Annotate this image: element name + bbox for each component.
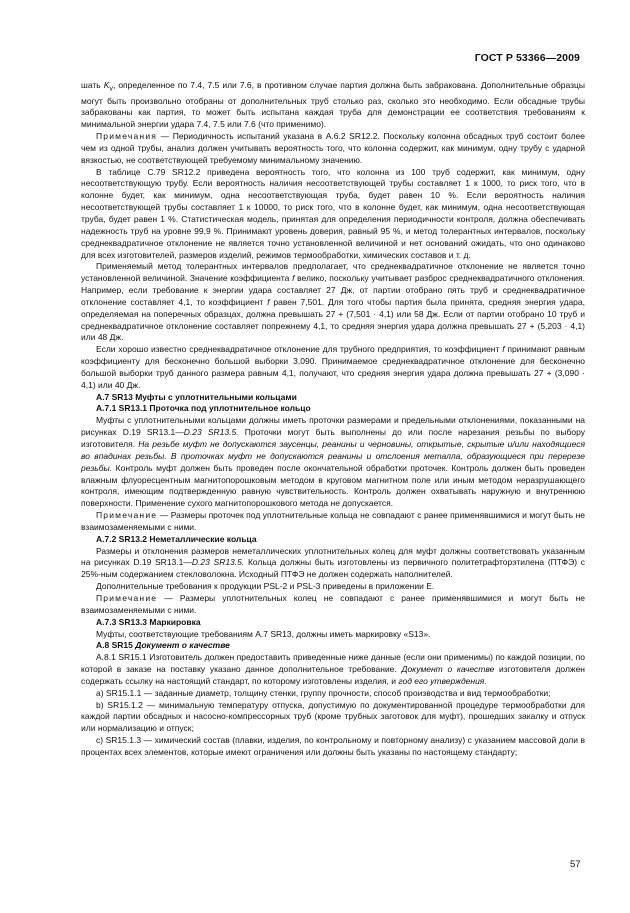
- paragraph: шать $K_v$, определенное по 7.4, 7.5 или 7.6, в противном случае партия должна быть забракована. Дополнительные образцы могут быть произвольно отобраны от дополнительных труб столько раз, сколько это необходимо. Если обсадные трубы забракованы как партия, то может быть испытана каждая труба для демонстрации ее соответствия требованиям к минимальной энергии удара 7.4, 7.5 или 7.6 (что применимо).: [81, 80, 585, 130]
- paragraph: Если хорошо известно среднеквадратичное отклонение для трубного предприятия, то коэффициент f принимают равным коэффициенту для бесконечно большой выборки 3,090. Принимаемое среднеквадратичное отклонение для бесконечно большой выборки труб данного размера равным 4,1, получают, что средняя энергия удара должна превышать 27 + (3,090 · 4,1) или 40 Дж.: [81, 344, 586, 390]
- paragraph: Примечание — Размеры уплотнительных колец не совпадают с ранее применявшимися и могут быть не взаимозаменяемыми с ними.: [81, 592, 585, 615]
- paragraph: Применяемый метод толерантных интервалов предполагает, что среднеквадратичное отклонение не является точно установленной величиной. Значение коэффициента f велико, поскольку учитывает разброс среднеквадратичного отклонения. Например, если требование к энергии удара составляет 27 Дж, от партии отобрано пять труб и среднеквадратичное отклонение составляет 4,1, то коэффициент f равен 7,501. Для того чтобы партия была принята, средняя энергия удара, определяемая на поперечных образцах, должна превышать 27 + (7,501 · 4,1) или 58 Дж. Если от партии отобрано 10 труб и среднеквадратичное отклонение составляет попрежнему 4,1, то средняя энергия удара должна превышать 27 + (5,203 · 4,1) или 48 Дж.: [81, 261, 586, 343]
- section-heading: А.7 SR13 Муфты с уплотнительными кольцами: [96, 391, 297, 402]
- paragraph: Размеры и отклонения размеров неметаллических уплотнительных колец для муфт должны соответствовать указанным на рисунках D.19 SR13.1—D.23 SR13.5. Кольца должны быть изготовлены из первичного политетрафторэтилена (ПТФЭ) с 25%-ным содержанием стекловолокна. Исходный ПТФЭ не должен содержать наполнителей.: [81, 545, 586, 580]
- document-header: ГОСТ Р 53366—2009: [474, 52, 580, 64]
- paragraph: Примечания — Периодичность испытаний указана в А.6.2 SR12.2. Поскольку колонна обсадных труб состоит более чем из одной трубы, анализ должен учитывать вероятность того, что колонна содержит, как минимум, одну трубу с ударной вязкостью, не соответствующей требуемому минимальному значению.: [81, 131, 585, 165]
- paragraph: А.8.1 SR15.1 Изготовитель должен предоставить приведенные ниже данные (если они применимы) по каждой позиции, по которой в заказе на поставку указано данное дополнительное требование. Документ о качестве изготовителя должен содержать ссылку на настоящий стандарт, по которому изготовлены изделия, и год его утверждения.: [81, 652, 586, 686]
- page-number: 57: [570, 859, 581, 870]
- document-body: [81, 80, 585, 759]
- section-heading: А.7.2 SR13.2 Неметаллические кольца: [96, 533, 257, 544]
- section-heading: А.7.3 SR13.3 Маркировка: [96, 616, 201, 627]
- paragraph: Муфты с уплотнительными кольцами должны иметь проточки размерами и предельными отклонениями, показанными на рисунках D.19 SR13.1—D.23 SR13.5. Проточки могут быть выполнены до или после нарезания резьбы по выбору изготовителя. На резьбе муфт не допускаются заусенцы, реанины и черновины, открытые, скрытые и/или находящиеся во впадинах резьбы. В проточках муфт не допускаются реанины и отслоения металла, образующиеся при перерезе резьбы. Контроль муфт должен быть проведен после окончательной обработки проточек. Контроль должен быть проведен влажным флуоресцентным магнитопорошковым методом в круговом магнитном поле или иным методом неразрушающего контроля, имеющим подтвержденную равную чувствительность. Контроль должен охватывать наружную и внутреннюю поверхности. Применение сухого магнитопорошкового метода не допускается.: [81, 415, 586, 509]
- paragraph: Примечание — Размеры проточек под уплотнительные кольца не совпадают с ранее применявшимися и могут быть не взаимозаменяемыми с ними.: [81, 510, 585, 532]
- section-heading: А.8 SR15 Документ о качестве: [96, 640, 230, 651]
- paragraph: b) SR15.1.2 — минимальную температуру отпуска, допустимую по документированной процедуре термообработки для каждой партии обсадных и насосно-компрессорных труб (кроме трубных заготовок для муфт), прошедших закалку и отпуск или нормализацию и отпуск;: [81, 699, 585, 734]
- paragraph: В таблице С.79 SR12.2 приведена вероятность того, что колонна из 100 труб содержит, как минимум, одну несоответствующую трубу. Если вероятность наличия несоответствующей трубы составляет 1 к 1000, то риск того, что в колонне будет, как минимум, одна несоответствующая труба, будет равен 10 %. Если вероятность наличия несоответствующей трубы составляет 1 к 10000, то риск того, что в колонне будет, как минимум, одна несоответствующая труба, будет равен 1 %. Статистическая модель, принятая для определения периодичности контроля, должна обеспечивать надежность труб на уровне 99,9 %. Принимают уровень доверия, равный 95 %, и метод толерантных интервалов, поскольку среднеквадратичное отклонение не является точно установленной величиной и нет оснований ожидать, что оно одинаково для всех изготовителей, размеров изделий, режимов термообработки, химических составов и т. д.: [81, 166, 585, 260]
- paragraph: Дополнительные требования к продукции PSL-2 и PSL-3 приведены в приложении Е.: [96, 581, 435, 592]
- paragraph: с) SR15.1.3 — химический состав (плавки, изделия, по контрольному и повторному анализу) с указанием массовой доли в процентах всех элементов, которые имеют ограничения или должны быть указаны по настоящему стандарту;: [81, 735, 585, 757]
- paragraph: Муфты, соответствующие требованиям А.7 SR13, должны иметь маркировку «S13».: [96, 628, 431, 639]
- section-heading: А.7.1 SR13.1 Проточка под уплотнительное кольцо: [96, 403, 311, 414]
- paragraph: а) SR15.1.1 — заданные диаметр, толщину стенки, группу прочности, способ производства и вид термообработки;: [96, 687, 551, 698]
